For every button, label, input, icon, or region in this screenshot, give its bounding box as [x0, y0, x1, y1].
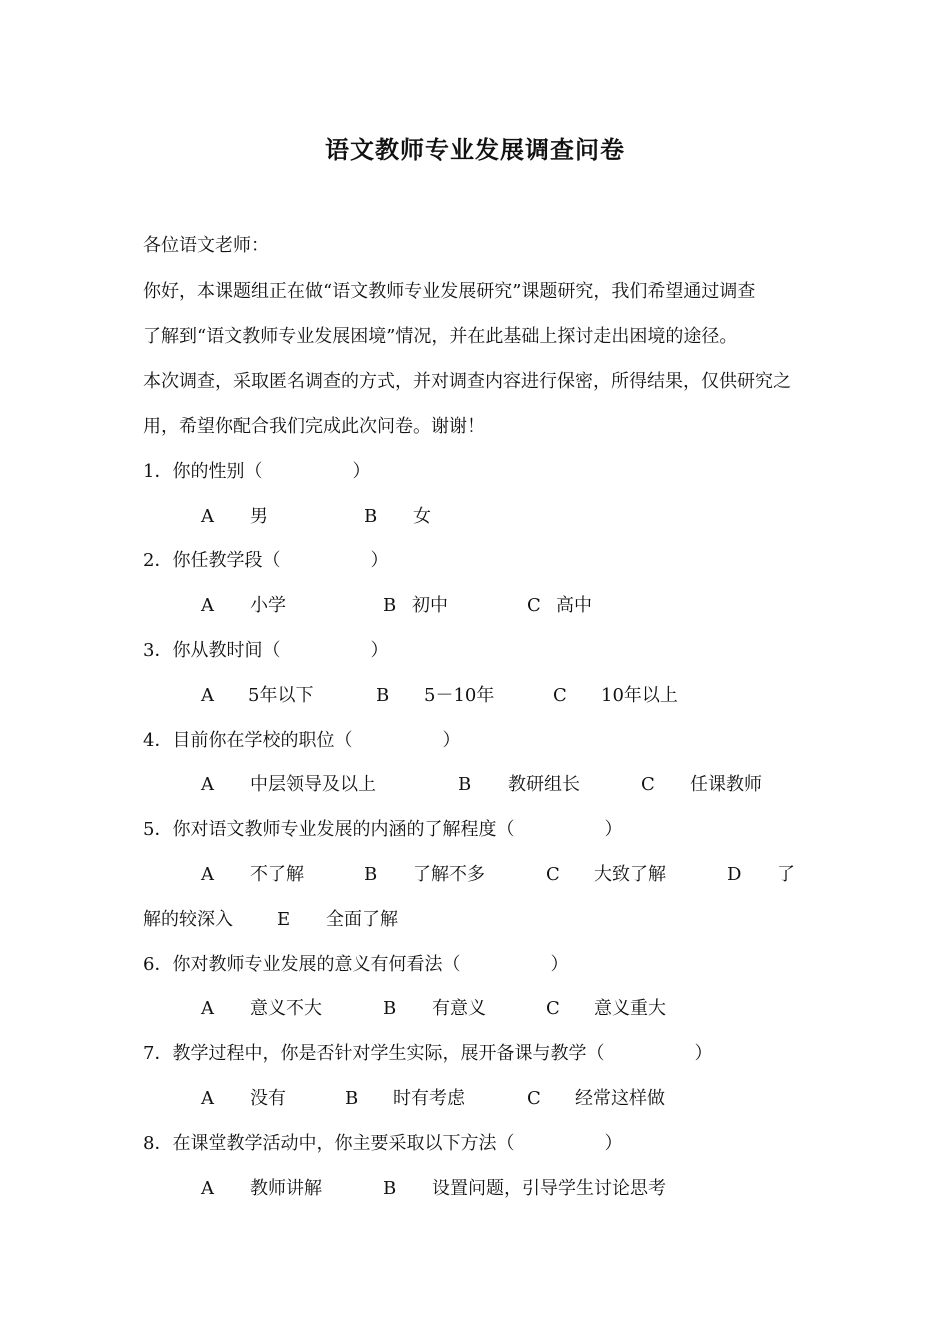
option-letter: C — [527, 595, 541, 616]
option-letter: D — [727, 864, 742, 885]
intro-line-2: 了解到“语文教师专业发展困境”情况，并在此基础上探讨走出困境的途径。 — [143, 326, 738, 347]
option-label: 不了解 — [250, 864, 304, 885]
question-5: 5．你对语文教师专业发展的内涵的了解程度（ ） — [143, 819, 623, 840]
question-2: 2．你任教学段（ ） — [143, 550, 389, 571]
question-3: 3．你从教时间（ ） — [143, 640, 389, 661]
option-label: 意义重大 — [594, 998, 666, 1019]
option-label: 经常这样做 — [575, 1088, 665, 1109]
page-title: 语文教师专业发展调查问卷 — [325, 135, 625, 164]
option-label: 全面了解 — [326, 909, 398, 930]
option-letter: B — [364, 864, 378, 885]
option-letter: B — [345, 1088, 359, 1109]
option-label: 任课教师 — [690, 774, 762, 795]
intro-line-3: 本次调查，采取匿名调查的方式，并对调查内容进行保密，所得结果，仅供研究之 — [143, 371, 791, 392]
option-letter: B — [383, 595, 397, 616]
intro-line-4: 用，希望你配合我们完成此次问卷。谢谢！ — [143, 416, 485, 437]
question-7: 7．教学过程中，你是否针对学生实际，展开备课与教学（ ） — [143, 1043, 713, 1064]
option-label: 初中 — [412, 595, 448, 616]
option-letter: B — [376, 685, 390, 706]
option-label: 时有考虑 — [393, 1088, 465, 1109]
option-letter: C — [546, 864, 560, 885]
option-label: 没有 — [250, 1088, 286, 1109]
option-label: 高中 — [556, 595, 592, 616]
option-label: 5－10年 — [424, 685, 495, 706]
intro-line-1: 你好，本课题组正在做“语文教师专业发展研究”课题研究，我们希望通过调查 — [143, 281, 756, 302]
option-letter: B — [458, 774, 472, 795]
option-letter: A — [201, 685, 214, 706]
option-letter: B — [383, 1178, 397, 1199]
option-label: 男 — [250, 506, 268, 527]
option-letter: B — [364, 506, 378, 527]
option-label: 小学 — [250, 595, 286, 616]
option-letter: C — [641, 774, 655, 795]
option-letter: A — [201, 998, 214, 1019]
option-label: 5年以下 — [248, 685, 314, 706]
option-letter: C — [553, 685, 567, 706]
option-letter: A — [201, 1178, 214, 1199]
option-label: 意义不大 — [250, 998, 322, 1019]
option-label: 教研组长 — [508, 774, 580, 795]
option-label: 教师讲解 — [250, 1178, 322, 1199]
option-letter: A — [201, 595, 214, 616]
option-label: 女 — [413, 506, 431, 527]
option-label: 设置问题，引导学生讨论思考 — [432, 1178, 666, 1199]
option-letter: A — [201, 506, 214, 527]
option-label: 中层领导及以上 — [250, 774, 376, 795]
option-letter: B — [383, 998, 397, 1019]
option-label: 有意义 — [432, 998, 486, 1019]
option-letter: A — [201, 864, 214, 885]
option-label: 10年以上 — [601, 685, 678, 706]
option-letter: C — [527, 1088, 541, 1109]
option-letter: A — [201, 1088, 214, 1109]
question-8: 8．在课堂教学活动中，你主要采取以下方法（ ） — [143, 1133, 623, 1154]
question-4: 4．目前你在学校的职位（ ） — [143, 730, 461, 751]
option-letter: E — [277, 909, 291, 930]
option-label-wrapped-end: 解的较深入 — [143, 909, 233, 930]
question-1: 1．你的性别（ ） — [143, 461, 371, 482]
greeting: 各位语文老师： — [143, 235, 269, 256]
option-label: 了解不多 — [413, 864, 485, 885]
option-label-wrapped-start: 了 — [777, 864, 795, 885]
option-letter: C — [546, 998, 560, 1019]
option-letter: A — [201, 774, 214, 795]
question-6: 6．你对教师专业发展的意义有何看法（ ） — [143, 954, 569, 975]
option-label: 大致了解 — [594, 864, 666, 885]
